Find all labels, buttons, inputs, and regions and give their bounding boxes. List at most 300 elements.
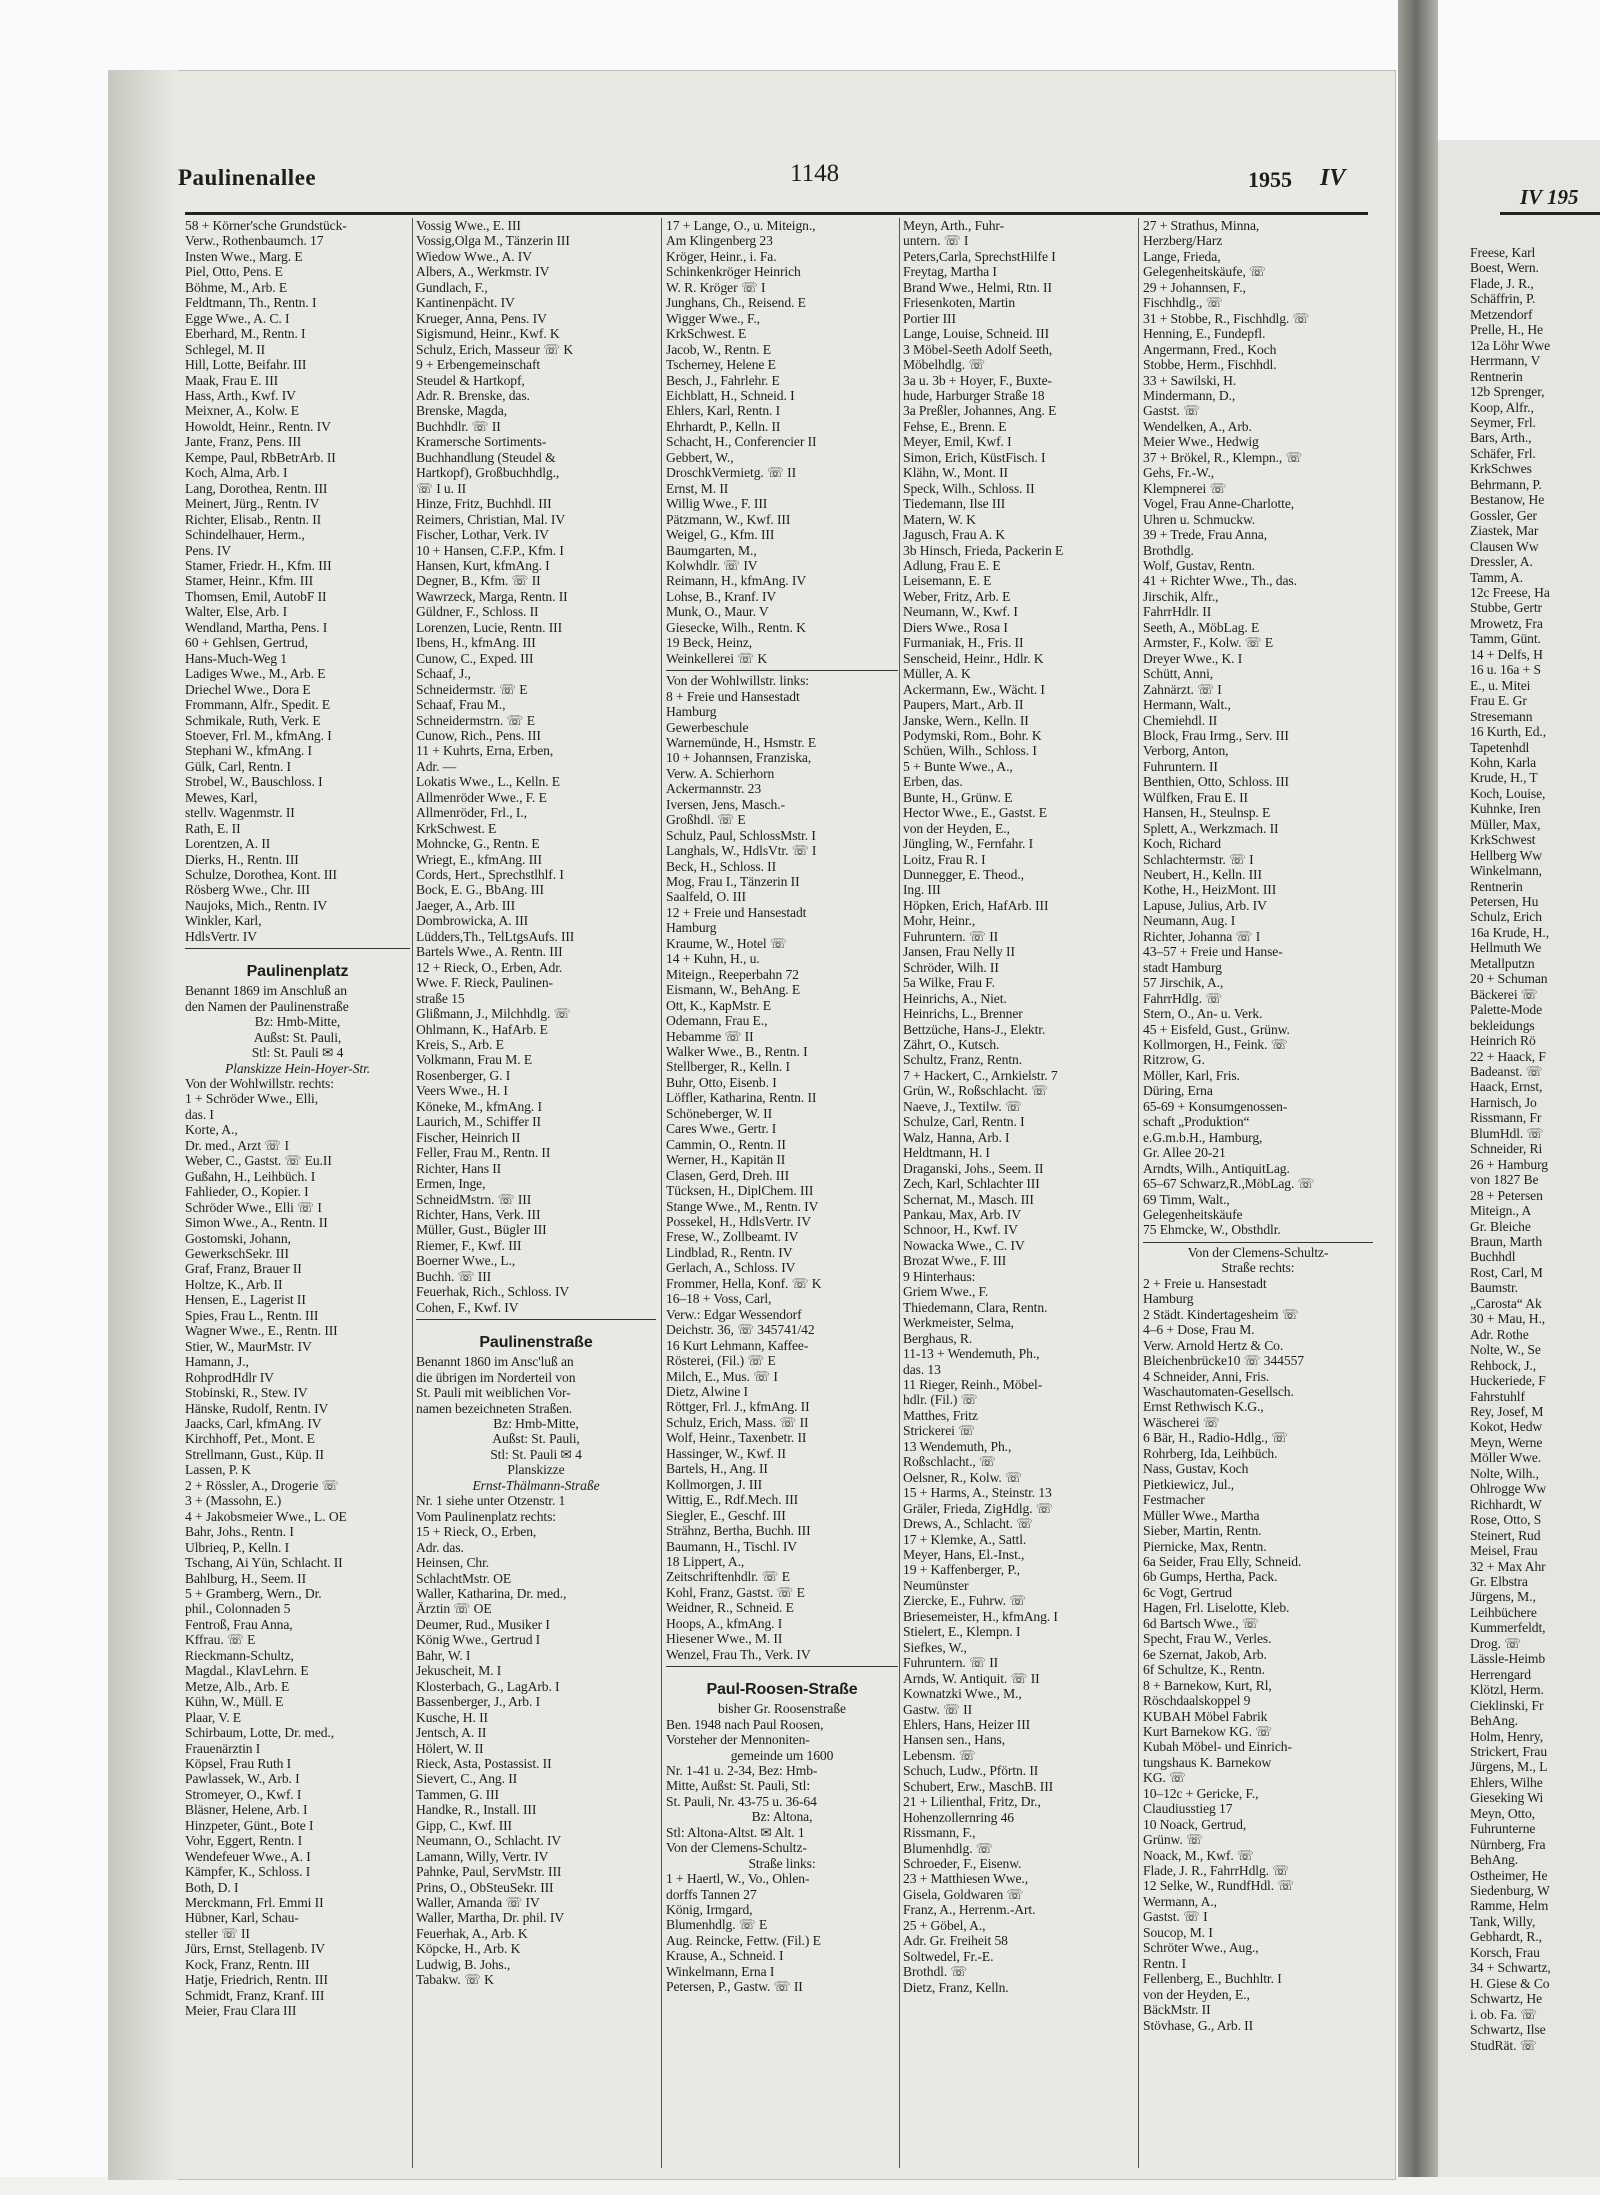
directory-entry: Freytag, Martha I xyxy=(903,264,997,280)
directory-entry: Matern, W. K xyxy=(903,511,976,527)
directory-entry: Gewerbeschule xyxy=(666,719,749,735)
directory-entry: Pens. IV xyxy=(185,542,232,558)
directory-entry: Kirchhoff, Pet., Mont. E xyxy=(185,1431,315,1447)
section-note: Bz: Hmb-Mitte, xyxy=(254,1014,341,1030)
directory-entry: Hatje, Friedrich, Rentn. III xyxy=(185,1972,328,1988)
directory-entry: 3a u. 3b + Hoyer, F., Buxte- xyxy=(903,372,1052,388)
directory-entry: 37 + Brökel, R., Klempn., ☏ xyxy=(1143,449,1303,465)
directory-entry: Jante, Franz, Pens. III xyxy=(185,434,302,450)
directory-entry: Hansen, Kurt, kfmAng. I xyxy=(416,557,550,573)
directory-entry: Kothe, H., HeizMont. III xyxy=(1143,882,1277,898)
directory-entry: Schneidermstr. ☏ E xyxy=(416,681,528,697)
directory-column-1 xyxy=(185,218,410,2168)
directory-entry: Hänske, Rudolf, Rentn. IV xyxy=(185,1400,329,1416)
directory-entry: Miteign., A xyxy=(1470,1203,1532,1219)
directory-entry: Lohse, B., Kranf. IV xyxy=(666,588,777,604)
directory-entry: Ibens, H., kfmAng. III xyxy=(416,635,536,651)
directory-entry: Flade, J. R., xyxy=(1470,275,1534,291)
directory-entry: Bartels Wwe., A. Rentn. III xyxy=(416,944,563,960)
directory-entry: Richter, Elisab., Rentn. II xyxy=(185,511,322,527)
directory-entry: 43–57 + Freie und Hanse- xyxy=(1143,944,1283,960)
directory-entry: Feldtmann, Th., Rentn. I xyxy=(185,295,317,311)
directory-entry: Nr. 1 siehe unter Otzenstr. 1 xyxy=(416,1493,566,1509)
directory-entry: Brozat Wwe., F. III xyxy=(903,1253,1007,1269)
directory-entry: Lorenzen, Lucie, Rentn. III xyxy=(416,619,563,635)
directory-entry: 34 + Schwartz, xyxy=(1470,1960,1551,1976)
directory-entry: Degner, B., Kfm. ☏ II xyxy=(416,573,541,589)
directory-entry: Tiedemann, Ilse III xyxy=(903,496,1006,512)
header-rule xyxy=(185,212,1368,215)
directory-entry: 6b Gumps, Hertha, Pack. xyxy=(1143,1569,1278,1585)
directory-entry: Ackermannstr. 23 xyxy=(666,781,762,797)
directory-entry: Baumstr. xyxy=(1470,1280,1518,1296)
directory-entry: Gehs, Fr.-W., xyxy=(1143,465,1215,481)
directory-entry: 11 + Kuhrts, Erna, Erben, xyxy=(416,743,554,759)
directory-entry: Gundlach, F., xyxy=(416,279,488,295)
directory-entry: Kramersche Sortiments- xyxy=(416,434,547,450)
directory-entry: Müller, Max, xyxy=(1470,816,1541,832)
directory-entry: Boest, Wern. xyxy=(1470,260,1539,276)
directory-entry: Tamm, A. xyxy=(1470,569,1523,585)
directory-entry: Rösterei, (Fil.) ☏ E xyxy=(666,1353,776,1369)
directory-entry: Bassenberger, J., Arb. I xyxy=(416,1694,541,1710)
section-note: Straße links: xyxy=(748,1855,816,1871)
directory-entry: Ärztin ☏ OE xyxy=(416,1601,492,1617)
section-note: Von der Clemens-Schultz- xyxy=(1187,1244,1329,1260)
directory-entry: 22 + Haack, F xyxy=(1470,1048,1546,1064)
column-divider xyxy=(412,218,413,2168)
directory-entry: Kummerfeldt, xyxy=(1470,1620,1546,1636)
directory-entry: SchneidMstrn. ☏ III xyxy=(416,1191,532,1207)
directory-entry: Hölert, W. II xyxy=(416,1740,484,1756)
directory-entry: Stephani W., kfmAng. I xyxy=(185,743,312,759)
directory-entry: Nolte, W., Se xyxy=(1470,1342,1541,1358)
directory-entry: Holtze, K., Arb. II xyxy=(185,1276,283,1292)
directory-entry: Siedenburg, W xyxy=(1470,1883,1550,1899)
column-divider xyxy=(661,218,662,2168)
directory-entry: Rentn. I xyxy=(1143,1955,1186,1971)
directory-entry: Graf, Franz, Brauer II xyxy=(185,1261,302,1277)
directory-entry: 26 + Hamburg xyxy=(1470,1156,1548,1172)
directory-entry: Müller Wwe., Martha xyxy=(1143,1507,1260,1523)
directory-entry: Draganski, Johs., Seem. II xyxy=(903,1160,1044,1176)
directory-entry: Von der Clemens-Schultz- xyxy=(666,1840,807,1856)
directory-entry: Schröder, Wilh. II xyxy=(903,959,999,975)
directory-entry: ☏ I u. II xyxy=(416,480,467,496)
directory-entry: Walz, Hanna, Arb. I xyxy=(903,1129,1010,1145)
directory-entry: 23 + Matthiesen Wwe., xyxy=(903,1871,1028,1887)
directory-entry: 4 + Jakobsmeier Wwe., L. OE xyxy=(185,1508,347,1524)
directory-entry: Brothdl. ☏ xyxy=(903,1964,968,1980)
directory-entry: 12 Selke, W., RundfHdl. ☏ xyxy=(1143,1878,1295,1894)
directory-entry: Leihbüchere xyxy=(1470,1604,1537,1620)
directory-entry: 6 Bär, H., Radio-Hdlg., ☏ xyxy=(1143,1430,1288,1446)
directory-entry: Haack, Ernst, xyxy=(1470,1079,1543,1095)
directory-entry: Odemann, Frau E., xyxy=(666,1013,768,1029)
directory-entry: Matthes, Fritz xyxy=(903,1407,978,1423)
directory-entry: e.G.m.b.H., Hamburg, xyxy=(1143,1129,1263,1145)
directory-entry: Drog. ☏ xyxy=(1470,1635,1522,1651)
section-note: Planskizze xyxy=(507,1462,565,1478)
directory-entry: Rieckmann-Schultz, xyxy=(185,1647,294,1663)
directory-entry: Bahlburg, H., Seem. II xyxy=(185,1570,307,1586)
directory-entry: Kollmorgen, H., Feink. ☏ xyxy=(1143,1037,1288,1053)
directory-entry: Kownatzki Wwe., M., xyxy=(903,1686,1022,1702)
directory-entry: Schulz, Erich xyxy=(1470,909,1542,925)
directory-entry: BehAng. xyxy=(1470,1713,1519,1729)
directory-entry: Buchhandlung (Steudel & xyxy=(416,449,556,465)
directory-entry: 28 + Petersen xyxy=(1470,1187,1543,1203)
directory-entry: Ritzrow, G. xyxy=(1143,1052,1205,1068)
directory-entry: Wawrzeck, Marga, Rentn. II xyxy=(416,588,568,604)
directory-entry: Strellmann, Gust., Küp. II xyxy=(185,1446,324,1462)
directory-entry: Vohr, Eggert, Rentn. I xyxy=(185,1833,303,1849)
directory-entry: Maak, Frau E. III xyxy=(185,372,279,388)
directory-entry: Allmenröder, Frl., I., xyxy=(416,805,527,821)
directory-entry: Fahlieder, O., Kopier. I xyxy=(185,1184,309,1200)
adjacent-header-rule xyxy=(1500,212,1600,215)
directory-entry: Schulz, Erich, Masseur ☏ K xyxy=(416,341,574,357)
directory-entry: Fischer, Heinrich II xyxy=(416,1129,521,1145)
directory-entry: Thiedemann, Clara, Rentn. xyxy=(903,1299,1048,1315)
directory-entry: Kffrau. ☏ E xyxy=(185,1632,256,1648)
directory-entry: 45 + Eisfeld, Gust., Grünw. xyxy=(1143,1021,1290,1037)
directory-entry: Hamburg xyxy=(666,920,717,936)
directory-entry: Waschautomaten-Gesellsch. xyxy=(1143,1383,1294,1399)
directory-entry: KG. ☏ xyxy=(1143,1770,1186,1786)
directory-entry: Miteign., Reeperbahn 72 xyxy=(666,966,799,982)
directory-entry: Pankau, Max, Arb. IV xyxy=(903,1207,1022,1222)
directory-entry: Drews, A., Schlacht. ☏ xyxy=(903,1516,1033,1532)
directory-entry: Wäscherei ☏ xyxy=(1143,1414,1220,1430)
directory-entry: Braun, Marth xyxy=(1470,1234,1543,1249)
directory-entry: Warnemünde, H., Hsmstr. E xyxy=(666,734,817,750)
directory-entry: Schuch, Ludw., Pförtn. II xyxy=(903,1763,1039,1779)
directory-entry: Verw. A. Schierhorn xyxy=(666,765,775,781)
directory-entry: schaft „Produktion“ xyxy=(1143,1114,1250,1130)
directory-entry: Jekuscheit, M. I xyxy=(416,1663,502,1679)
directory-entry: Gostomski, Johann, xyxy=(185,1230,291,1246)
directory-entry: Meier, Frau Clara III xyxy=(185,2003,297,2019)
directory-entry: Grünw. ☏ xyxy=(1143,1832,1203,1848)
directory-entry: Cares Wwe., Gertr. I xyxy=(666,1121,777,1137)
directory-entry: Tammen, G. III xyxy=(416,1786,499,1802)
directory-entry: Holm, Henry, xyxy=(1470,1728,1544,1744)
directory-entry: Klempnerei ☏ xyxy=(1143,480,1227,496)
directory-entry: Hansen, H., Steulnsp. E xyxy=(1143,805,1271,821)
directory-entry: Cunow, C., Exped. III xyxy=(416,650,534,666)
directory-entry: Tücksen, H., DiplChem. III xyxy=(666,1183,814,1199)
directory-entry: Gr. Elbstra xyxy=(1470,1573,1528,1589)
directory-entry: Strickerei ☏ xyxy=(903,1423,976,1439)
directory-entry: Neumann, Aug. I xyxy=(1143,913,1236,929)
directory-entry: Herzberg/Harz xyxy=(1143,233,1223,249)
directory-entry: Piernicke, Max, Rentn. xyxy=(1143,1538,1267,1554)
directory-entry: 16 Kurt Lehmann, Kaffee- xyxy=(666,1337,809,1353)
directory-entry: Großhdl. ☏ E xyxy=(666,812,746,828)
directory-entry: Aug. Reincke, Fettw. (Fil.) E xyxy=(666,1932,821,1948)
directory-entry: Ehlers, Karl, Rentn. I xyxy=(666,403,781,419)
directory-entry: Stl: Altona-Altst. ✉ Alt. 1 xyxy=(666,1824,805,1840)
directory-entry: Hiesener Wwe., M. II xyxy=(666,1631,783,1647)
directory-entry: Nürnberg, Fra xyxy=(1470,1836,1546,1852)
directory-entry: 18 Lippert, A., xyxy=(666,1553,745,1569)
directory-entry: Benannt 1869 im Anschluß an xyxy=(185,983,347,999)
directory-entry: Waller, Katharina, Dr. med., xyxy=(416,1585,567,1601)
directory-entry: Riemer, F., Kwf. III xyxy=(416,1237,522,1253)
directory-entry: Gieseking Wi xyxy=(1470,1790,1544,1806)
directory-entry: Giesecke, Wilh., Rentn. K xyxy=(666,619,806,635)
directory-entry: Rehbock, J., xyxy=(1470,1357,1537,1373)
directory-entry: 17 + Klemke, A., Sattl. xyxy=(903,1531,1027,1547)
directory-entry: Kollmorgen, J. III xyxy=(666,1476,763,1492)
directory-entry: Lindblad, R., Rentn. IV xyxy=(666,1244,793,1260)
directory-entry: 14 + Delfs, H xyxy=(1470,646,1543,662)
directory-entry: Kusche, H. II xyxy=(416,1709,488,1725)
directory-entry: Kuhnke, Iren xyxy=(1470,801,1541,817)
directory-entry: Glißmann, J., Milchhdlg. ☏ xyxy=(416,1006,571,1022)
directory-entry: Eismann, W., BehAng. E xyxy=(666,982,801,998)
directory-entry: Hartkopf), Großbuchhdlg., xyxy=(416,465,560,481)
directory-entry: Deichstr. 36, ☏ 345741/42 xyxy=(666,1322,815,1338)
directory-entry: Briesemeister, H., kfmAng. I xyxy=(903,1608,1058,1624)
directory-entry: 19 + Kaffenberger, P., xyxy=(903,1562,1020,1578)
directory-entry: Wigger Wwe., F., xyxy=(666,310,760,326)
directory-entry: Gastst. ☏ xyxy=(1143,403,1200,419)
directory-entry: Meyer, Hans, El.-Inst., xyxy=(903,1546,1025,1562)
directory-entry: Werner, H., Kapitän II xyxy=(666,1152,786,1168)
directory-entry: Weber, C., Gastst. ☏ Eu.II xyxy=(185,1153,332,1169)
directory-entry: i. ob. Fa. ☏ xyxy=(1470,2006,1538,2022)
directory-entry: Jirschik, Alfr., xyxy=(1143,588,1219,604)
directory-entry: Herrengard xyxy=(1470,1666,1531,1682)
directory-entry: Fentroß, Frau Anna, xyxy=(185,1616,293,1632)
directory-entry: Jansen, Frau Nelly II xyxy=(903,944,1015,960)
directory-entry: Frese, W., Zollbeamt. IV xyxy=(666,1229,799,1245)
directory-entry: tungshaus K. Barnekow xyxy=(1143,1754,1272,1770)
directory-entry: Hebamme ☏ II xyxy=(666,1028,754,1044)
directory-entry: H. Giese & Co xyxy=(1470,1975,1550,1991)
directory-entry: Badeanst. ☏ xyxy=(1470,1064,1543,1080)
directory-entry: 2 + Rössler, A., Drogerie ☏ xyxy=(185,1477,339,1493)
section-rule xyxy=(1143,1242,1373,1243)
directory-entry: Thomsen, Emil, AutobF II xyxy=(185,588,327,604)
directory-entry: Cohen, F., Kwf. IV xyxy=(416,1299,519,1315)
directory-entry: Nowacka Wwe., C. IV xyxy=(903,1237,1025,1253)
directory-entry: Schultz, Franz, Rentn. xyxy=(903,1052,1022,1068)
directory-entry: Tamm, Günt. xyxy=(1470,631,1541,647)
directory-entry: Ehlers, Wilhe xyxy=(1470,1774,1543,1790)
directory-entry: Zech, Karl, Schlachter III xyxy=(903,1176,1040,1192)
directory-entry: Mitte, Außst: St. Pauli, Stl: xyxy=(666,1778,811,1794)
directory-entry: Schulze, Carl, Rentn. I xyxy=(903,1114,1025,1130)
directory-entry: Egge Wwe., A. C. I xyxy=(185,310,290,326)
street-heading: Paulinenallee xyxy=(178,165,317,190)
directory-entry: Meyn, Werne xyxy=(1470,1434,1543,1450)
directory-entry: Spies, Frau L., Rentn. III xyxy=(185,1307,319,1323)
directory-entry: Tabakw. ☏ K xyxy=(416,1972,494,1988)
directory-entry: Schröter Wwe., Aug., xyxy=(1143,1940,1259,1956)
directory-entry: Naujoks, Mich., Rentn. IV xyxy=(185,897,328,913)
directory-entry: Friesenkoten, Martin xyxy=(903,295,1016,311)
directory-entry: Verw. Arnold Hertz & Co. xyxy=(1143,1337,1284,1353)
directory-entry: Lang, Dorothea, Rentn. III xyxy=(185,480,328,496)
directory-entry: Köpsel, Frau Ruth I xyxy=(185,1755,292,1771)
directory-entry: Winkelmann, Erna I xyxy=(666,1963,775,1979)
directory-entry: Baumgarten, M., xyxy=(666,542,757,558)
directory-entry: Brand Wwe., Helmi, Rtn. II xyxy=(903,279,1052,295)
directory-entry: Erben, das. xyxy=(903,774,963,790)
directory-entry: Koch, Alma, Arb. I xyxy=(185,465,288,481)
directory-entry: Heinrichs, A., Niet. xyxy=(903,990,1007,1006)
directory-entry: Tapetenhdl xyxy=(1470,739,1530,755)
directory-entry: Mindermann, D., xyxy=(1143,387,1236,403)
directory-entry: Möller, Karl, Fris. xyxy=(1143,1067,1240,1083)
directory-entry: Siegler, E., Geschf. III xyxy=(666,1507,786,1523)
directory-entry: Rieck, Asta, Postassist. II xyxy=(416,1755,552,1771)
directory-entry: GewerkschSekr. III xyxy=(185,1246,289,1261)
directory-entry: Bäckerei ☏ xyxy=(1470,986,1538,1002)
directory-entry: Henning, E., Fundepfl. xyxy=(1143,326,1266,342)
directory-entry: Wolf, Gustav, Rentn. xyxy=(1143,557,1255,573)
directory-entry: Bestanow, He xyxy=(1470,492,1545,508)
directory-entry: Hans-Much-Weg 1 xyxy=(185,650,287,666)
directory-entry: 16 u. 16a + S xyxy=(1470,662,1541,678)
directory-entry: Nolte, Wilh., xyxy=(1470,1465,1539,1481)
directory-entry: Weber, Fritz, Arb. E xyxy=(903,588,1011,604)
directory-entry: Gerlach, A., Schloss. IV xyxy=(666,1260,796,1276)
adjacent-page-header: IV 195 xyxy=(1520,185,1579,209)
directory-entry: Besch, J., Fahrlehr. E xyxy=(666,372,780,388)
directory-entry: Lange, Louise, Schneid. III xyxy=(903,326,1050,342)
directory-entry: Vom Paulinenplatz rechts: xyxy=(416,1508,556,1524)
directory-entry: Soucop, M. I xyxy=(1143,1924,1213,1940)
section-rule xyxy=(416,1319,656,1320)
directory-entry: Eberhard, M., Rentn. I xyxy=(185,326,306,342)
directory-entry: Furmaniak, H., Fris. II xyxy=(903,635,1024,651)
directory-entry: Gastw. ☏ II xyxy=(903,1701,972,1717)
directory-entry: Mrowetz, Fra xyxy=(1470,615,1543,631)
directory-entry: Ziercke, E., Fuhrw. ☏ xyxy=(903,1593,1027,1609)
section-note: Ernst-Thälmann-Straße xyxy=(472,1477,600,1493)
directory-column-4 xyxy=(903,218,1135,2168)
directory-entry: hude, Harburger Straße 18 xyxy=(903,387,1045,403)
directory-entry: Neumann, O., Schlacht. IV xyxy=(416,1833,562,1849)
directory-entry: Schaaf, J., xyxy=(416,666,471,682)
directory-entry: RohprodHdlr IV xyxy=(185,1369,274,1385)
directory-entry: Walter, Else, Arb. I xyxy=(185,604,288,620)
directory-entry: Neumann, W., Kwf. I xyxy=(903,604,1018,620)
directory-entry: 6f Schultze, K., Rentn. xyxy=(1143,1662,1265,1678)
directory-entry: stadt Hamburg xyxy=(1143,959,1222,975)
directory-entry: straße 15 xyxy=(416,990,465,1006)
directory-entry: Metzendorf xyxy=(1470,306,1533,322)
directory-entry: Benannt 1860 im Ansc'luß an xyxy=(416,1354,574,1370)
directory-entry: Rentnerin xyxy=(1470,368,1523,384)
directory-entry: Fellenberg, E., Buchhltr. I xyxy=(1143,1971,1282,1987)
directory-entry: Wiedow Wwe., A. IV xyxy=(416,248,532,264)
directory-entry: Leisemann, E. E xyxy=(903,573,992,589)
directory-entry: 15 + Harms, A., Steinstr. 13 xyxy=(903,1485,1052,1501)
directory-entry: Handke, R., Install. III xyxy=(416,1802,537,1818)
directory-entry: Richter, Johanna ☏ I xyxy=(1143,928,1261,944)
directory-entry: Bahr, W. I xyxy=(416,1647,471,1663)
section-note: Außst: St. Pauli, xyxy=(492,1431,580,1447)
directory-entry: Ohlrogge Ww xyxy=(1470,1481,1547,1497)
directory-entry: Verborg, Anton, xyxy=(1143,743,1229,759)
section-title: Paulinenstraße xyxy=(479,1334,593,1352)
directory-entry: Reimann, H., kfmAng. IV xyxy=(666,573,807,589)
directory-entry: Stielert, E., Klempn. I xyxy=(903,1624,1021,1640)
directory-entry: Hübner, Karl, Schau- xyxy=(185,1910,299,1926)
directory-entry: Kühn, W., Müll. E xyxy=(185,1694,284,1710)
directory-entry: Koch, Richard xyxy=(1143,836,1221,852)
directory-entry: 16 Kurth, Ed., xyxy=(1470,724,1547,740)
directory-column-2 xyxy=(416,218,656,2168)
directory-entry: Heldtmann, H. I xyxy=(903,1145,990,1161)
directory-entry: Dierks, H., Rentn. III xyxy=(185,851,299,867)
directory-entry: Ehlers, Hans, Heizer III xyxy=(903,1716,1031,1732)
directory-entry: Wriegt, E., kfmAng. III xyxy=(416,851,542,867)
directory-entry: Volkmann, Frau M. E xyxy=(416,1052,533,1068)
directory-entry: Zährt, O., Kutsch. xyxy=(903,1037,1000,1053)
directory-entry: Lokatis Wwe., L., Kelln. E xyxy=(416,774,561,790)
directory-entry: Stobinski, R., Stew. IV xyxy=(185,1385,308,1401)
directory-entry: Allmenröder Wwe., F. E xyxy=(416,789,547,805)
directory-entry: Schernat, M., Masch. III xyxy=(903,1191,1034,1207)
section-title: Paul-Roosen-Straße xyxy=(706,1681,858,1699)
directory-entry: Tscherney, Helene E xyxy=(666,357,776,373)
directory-entry: Fahrstuhlf xyxy=(1470,1388,1525,1404)
directory-entry: Podymski, Rom., Bohr. K xyxy=(903,727,1042,743)
directory-entry: Korte, A., xyxy=(185,1122,238,1138)
directory-entry: Dunnegger, E. Theod., xyxy=(903,867,1024,883)
directory-entry: Huckeriede, F xyxy=(1470,1373,1546,1389)
directory-entry: Fuhruntern. II xyxy=(1143,758,1218,774)
directory-entry: Magdal., KlavLehrn. E xyxy=(185,1663,309,1679)
directory-entry: Müller, A. K xyxy=(903,666,971,682)
directory-entry: Kohn, Karla xyxy=(1470,754,1537,770)
directory-entry: Adr. das. xyxy=(416,1539,464,1555)
directory-entry: Schmidt, Franz, Kranf. III xyxy=(185,1987,325,2003)
directory-entry: 14 + Kuhn, H., u. xyxy=(666,951,760,967)
directory-entry: Gülk, Carl, Rentn. I xyxy=(185,758,291,774)
directory-entry: Verw.: Edgar Wessendorf xyxy=(666,1306,802,1322)
volume-label: IV xyxy=(1320,165,1346,191)
directory-column-5 xyxy=(1143,218,1373,2168)
directory-entry: Speck, Wilh., Schloss. II xyxy=(903,480,1035,496)
directory-entry: Ladiges Wwe., M., Arb. E xyxy=(185,666,326,682)
directory-entry: Richhardt, W xyxy=(1470,1496,1542,1512)
directory-entry: Langhals, W., HdlsVtr. ☏ I xyxy=(666,843,817,859)
directory-entry: Hass, Arth., Kwf. IV xyxy=(185,387,296,403)
directory-entry: Klähn, W., Mont. II xyxy=(903,465,1008,481)
directory-entry: 27 + Strathus, Minna, xyxy=(1143,218,1260,233)
directory-entry: St. Pauli, Nr. 43-75 u. 36-64 xyxy=(666,1793,817,1809)
directory-entry: Munk, O., Maur. V xyxy=(666,604,769,620)
directory-entry: 57 Jirschik, A., xyxy=(1143,975,1224,991)
directory-entry: 12b Sprenger, xyxy=(1470,384,1545,400)
directory-entry: Bettzüche, Hans-J., Elektr. xyxy=(903,1021,1046,1037)
directory-entry: Rohrberg, Ida, Leihbüch. xyxy=(1143,1445,1278,1461)
directory-entry: Hinzpeter, Günt., Bote I xyxy=(185,1817,314,1833)
directory-entry: Schindelhauer, Herm., xyxy=(185,527,305,543)
directory-entry: Wermann, A., xyxy=(1143,1893,1217,1909)
directory-entry: Ben. 1948 nach Paul Roosen, xyxy=(666,1716,824,1732)
directory-entry: Schütt, Anni, xyxy=(1143,666,1214,682)
directory-entry: 7 + Hackert, C., Arnkielstr. 7 xyxy=(903,1067,1058,1083)
directory-entry: St. Pauli mit weiblichen Vor- xyxy=(416,1385,571,1401)
